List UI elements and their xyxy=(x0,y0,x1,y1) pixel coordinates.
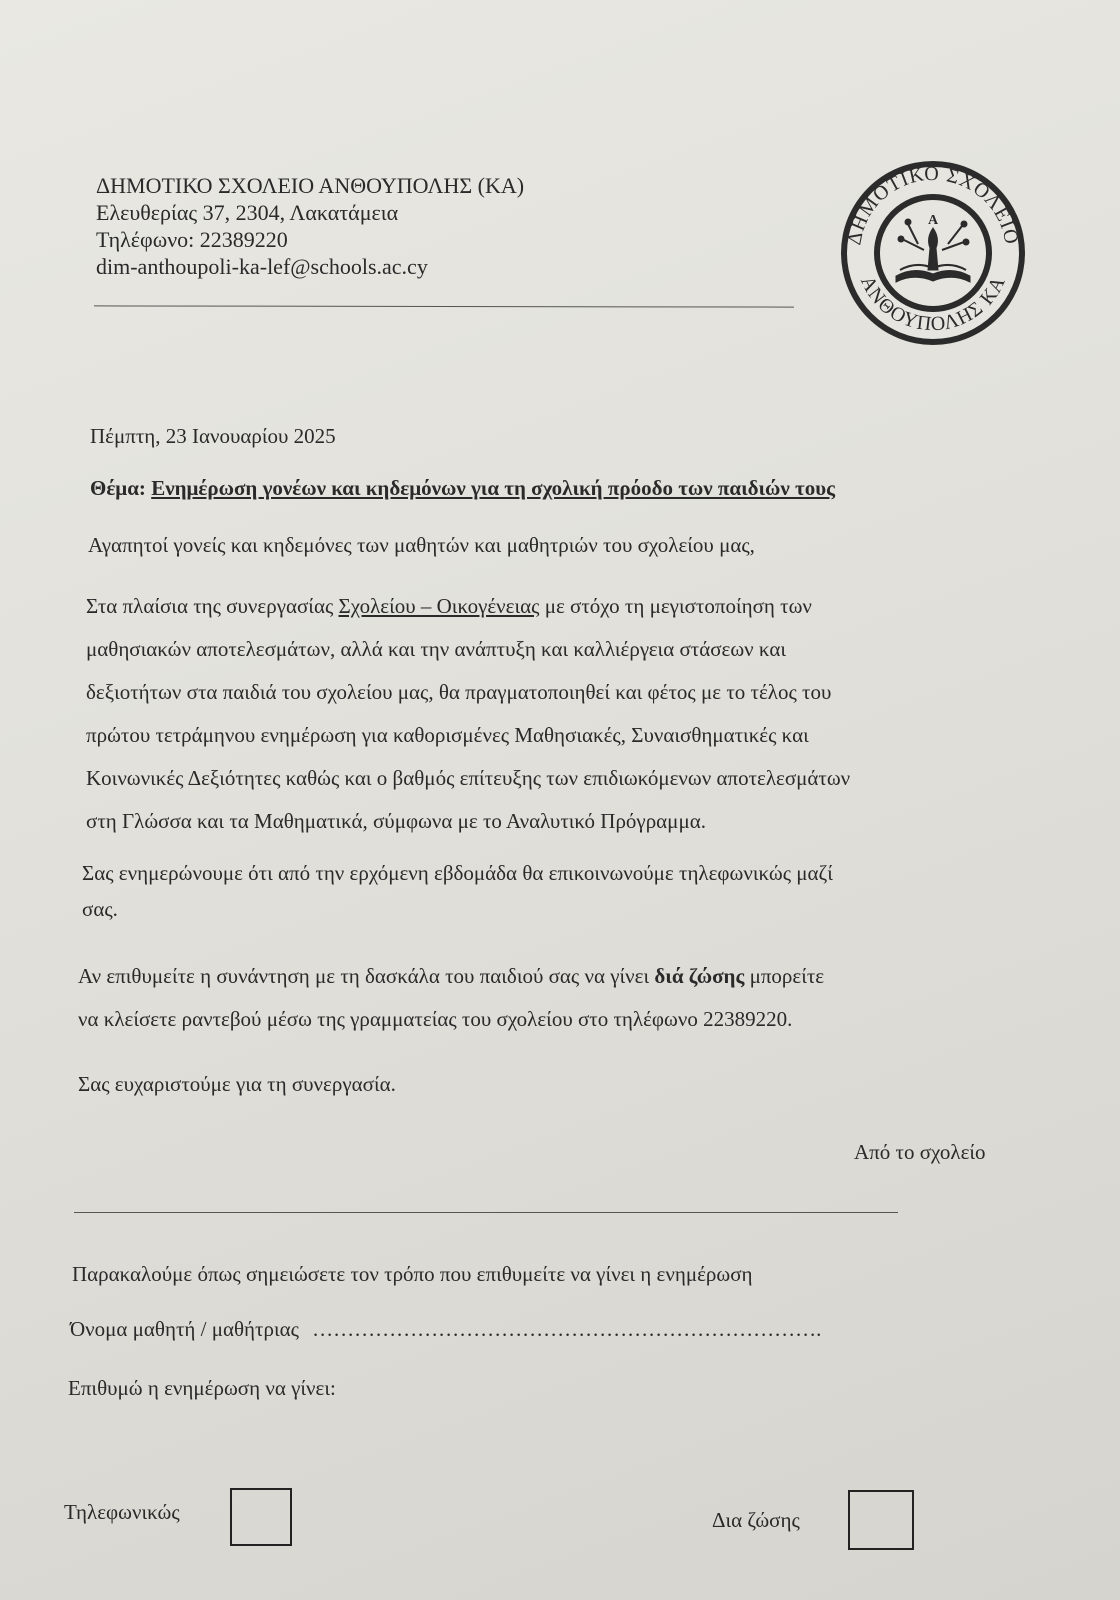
student-name-row xyxy=(70,1317,821,1342)
p1-line-3: δεξιοτήτων στα παιδιά του σχολείου μας, θα πραγματοποιηθεί και φέτος με το τέλος του xyxy=(86,680,832,704)
p1-line-2: μαθησιακών αποτελεσμάτων, αλλά και την ανάπτυξη και καλλιέργεια στάσεων και xyxy=(86,637,786,661)
seal-bottom-text: ΑΝΘΟΥΠΟΛΗΣ ΚΑ xyxy=(855,272,1011,336)
p2-line-2: σας. xyxy=(82,897,118,921)
p3-line-1: Αν επιθυμείτε η συνάντηση με τη δασκάλα του παιδιού σας να γίνει διά ζώσης μπορείτε xyxy=(78,964,825,988)
option-phone-checkbox[interactable] xyxy=(230,1488,292,1546)
school-email: dim-anthoupoli-ka-lef@schools.ac.cy xyxy=(96,254,428,279)
letter-thanks: Σας ευχαριστούμε για τη συνεργασία. xyxy=(78,1072,396,1096)
p1-line-4: πρώτου τετράμηνου ενημέρωση για καθορισμένες Μαθησιακές, Συναισθηματικές και xyxy=(86,723,809,747)
letter-greeting: Αγαπητοί γονείς και κηδεμόνες των μαθητών και μαθητριών του σχολείου μας, xyxy=(88,533,755,557)
option-phone-label: Τηλεφωνικώς xyxy=(64,1500,180,1524)
form-divider xyxy=(74,1212,898,1213)
school-phone: Τηλέφωνο: 22389220 xyxy=(96,227,288,252)
p2-line-1: Σας ενημερώνουμε ότι από την ερχόμενη εβδομάδα θα επικοινωνούμε τηλεφωνικώς μαζί xyxy=(82,861,833,885)
subject-label: Θέμα: xyxy=(90,476,146,500)
p3-line-2: να κλείσετε ραντεβού μέσω της γραμματείας του σχολείου στο τηλέφωνο 22389220. xyxy=(78,1007,793,1031)
school-address: Ελευθερίας 37, 2304, Λακατάμεια xyxy=(96,200,399,225)
school-name: ΔΗΜΟΤΙΚΟ ΣΧΟΛΕΙΟ ΑΝΘΟΥΠΟΛΗΣ (ΚΑ) xyxy=(96,173,525,198)
p1-line-5: Κοινωνικές Δεξιότητες καθώς και ο βαθμός επίτευξης των επιδιωκόμενων αποτελεσμάτων xyxy=(86,766,851,790)
subject-text: Ενημέρωση γονέων και κηδεμόνων για τη σχολική πρόοδο των παιδιών τους xyxy=(151,476,835,500)
paragraph-2 xyxy=(82,855,833,927)
letter-date: Πέμπτη, 23 Ιανουαρίου 2025 xyxy=(90,424,336,448)
option-inperson-checkbox[interactable] xyxy=(848,1490,914,1550)
school-seal-logo xyxy=(838,158,1028,348)
in-person-phrase: διά ζώσης xyxy=(654,964,745,988)
form-instruction: Παρακαλούμε όπως σημειώσετε τον τρόπο που επιθυμείτε να γίνει η ενημέρωση xyxy=(72,1262,753,1286)
header-divider xyxy=(94,305,794,307)
student-name-field[interactable]: ………………………………………………………………. xyxy=(312,1317,822,1341)
p1-line-6: στη Γλώσσα και τα Μαθηματικά, σύμφωνα με το Αναλυτικό Πρόγραμμα. xyxy=(86,809,706,833)
letter-signoff: Από το σχολείο xyxy=(854,1140,986,1164)
letter-subject xyxy=(90,476,835,501)
option-inperson-label: Δια ζώσης xyxy=(712,1508,800,1532)
paragraph-3 xyxy=(78,955,824,1041)
seal-center-letter: Α xyxy=(927,213,939,228)
student-name-label: Όνομα μαθητή / μαθήτριας xyxy=(70,1317,299,1341)
school-family-phrase: Σχολείου – Οικογένειας xyxy=(338,594,540,618)
seal-top-text: ΔΗΜΟΤΙΚΟ ΣΧΟΛΕΙΟ xyxy=(843,162,1023,247)
paragraph-1 xyxy=(86,585,850,843)
p1-line-1: Στα πλαίσια της συνεργασίας Σχολείου – Οικογένειας με στόχο τη μεγιστοποίηση των xyxy=(86,594,812,618)
school-header xyxy=(96,172,524,280)
preference-label: Επιθυμώ η ενημέρωση να γίνει: xyxy=(68,1376,336,1400)
